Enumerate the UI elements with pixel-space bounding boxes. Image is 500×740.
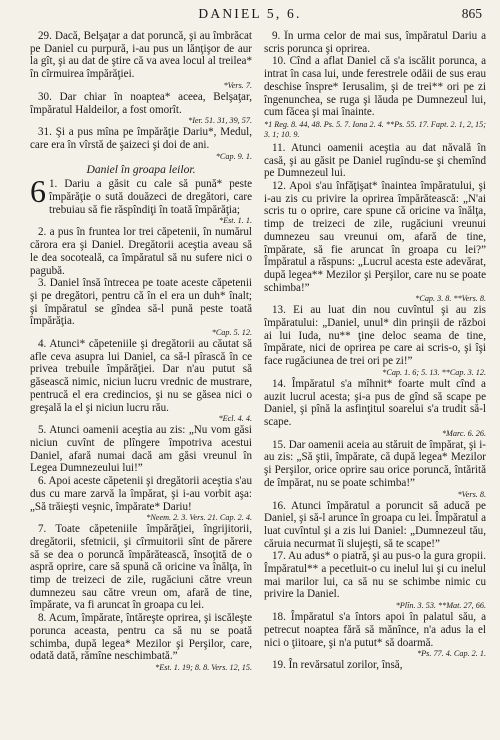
verse-6-14: 14. Împăratul s'a mîhnit* foarte mult cînd a auzit lucrul acesta; şi-a pus de gînd să scape pe Daniel, şi pînă la asfinţitul soarelui s'a trudit să-l scape. *Marc. 6. 26.	[264, 377, 486, 438]
verse-6-3: 3. Daniel însă întrecea pe toate aceste căpetenii şi pe dregători, pentru că în el era un duh* înalt; şi împăratul se gîndea să-l pună peste toată împărăţia. *Cap. 5. 12.	[30, 277, 252, 338]
verse-6-13: 13. Ei au luat din nou cuvîntul şi au zis împăratului: „Daniel, unul* din prinşii de război ai lui Iuda, nu** ţine deloc seama de tine, împărate, nici de oprirea pe care ai scris-o, şi îşi face rugăciunea de trei ori pe zi!” *Cap. 1. 6; 5. 13. **Cap. 3. 12.	[264, 304, 486, 377]
verse-6-8: 8. Acum, împărate, întăreşte oprirea, şi iscăleşte porunca aceasta, pentru ca să nu se poată schimba, după legea* Mezilor şi Perşilor, care, odată dată, rămîne neschimbată.” *Est. 1. 19; 8. 8. Vers. 12, 15.	[30, 612, 252, 672]
verse-31: 31. Şi a pus mîna pe împărăţie Dariu*, Medul, care era în vîrstă de şaizeci şi doi de ani. *Cap. 9. 1.	[30, 126, 252, 161]
cross-reference: *Plîn. 3. 53. **Mat. 27, 66.	[395, 601, 486, 611]
section-heading: Daniel în groapa leilor.	[86, 162, 196, 176]
cross-reference: *Ecl. 4. 4.	[218, 414, 252, 424]
verse-6-19: 19. În revărsatul zorilor, însă,	[272, 659, 403, 672]
cross-reference: *Ps. 77. 4. Cap. 2. 1.	[417, 649, 486, 659]
cross-reference: *Est. 1. 19; 8. 8. Vers. 12, 15.	[155, 662, 252, 672]
running-head: DANIEL 5, 6.	[198, 6, 302, 21]
verse-6-18: 18. Împăratul s'a întors apoi în palatul său, a petrecut noaptea fără să mănînce, n'a adus la el nici o ţiitoare, şi n'a putut* să doarmă. *Ps. 77. 4. Cap. 2. 1.	[264, 611, 486, 659]
cross-reference: *Marc. 6. 26.	[441, 428, 486, 438]
verse-30: 30. Dar chiar în noaptea* aceea, Belşaţar, împăratul Haldeilor, a fost omorît. *Ier. 51. 31, 39, 57.	[30, 90, 252, 126]
cross-reference: *1 Reg. 8. 44, 48. Ps. 5. 7. Iona 2. 4. **Ps. 55. 17. Fapt. 2. 1, 2, 15; 3. 1; 10. 9.	[264, 119, 486, 139]
cross-reference: *Neem. 2. 3. Vers. 21. Cap. 2. 4.	[146, 513, 252, 523]
verse-6-11: 11. Atunci oamenii aceştia au dat năvală în casă, şi au găsit pe Daniel rugîndu-se şi chemînd pe Dumnezeul lui.	[264, 141, 486, 180]
verse-6-15: 15. Dar oamenii aceia au stăruit de împărat, şi i-au zis: „Să ştii, împărate, că după legea* Mezilor şi Perşilor, orice oprire sau orice poruncă, întărită de împărat, nu se poate schimba!” *Vers. 8.	[264, 438, 486, 499]
verse-29: 29. Dacă, Belşaţar a dat poruncă, şi au îmbrăcat pe Daniel cu purpură, i-au pus un lănţişor de aur la gît, şi au dat de ştire că va avea locul al treilea* în cîrmuirea împărăţiei. *Vers. 7.	[30, 30, 252, 90]
cross-reference: *Vers. 8.	[457, 489, 486, 499]
cross-reference: *Cap. 9. 1.	[215, 151, 252, 161]
chapter-number: 6	[30, 173, 46, 210]
cross-reference: *Est. 1. 1.	[219, 216, 252, 226]
cross-reference: *Ier. 51. 31, 39, 57.	[188, 116, 252, 126]
verse-6-5: 5. Atunci oamenii aceştia au zis: „Nu vom găsi niciun cuvînt de plîngere împotriva acestui Daniel, afară numai dacă am găsi vreunul în Legea Dumnezeului lui!”	[30, 424, 252, 475]
verse-6-7: 7. Toate căpeteniile împărăţiei, îngrijitorii, dregătorii, sfetnicii, şi cîrmuitorii sînt de părere să se dea o poruncă împărătească, însoţită de o aspră oprire, care să spună că oricine va înălţa, în timp de treizeci de zile, rugăciuni către vreun dumnezeu sau către vreun om, afară de tine, împărate, va fi aruncat în groapa cu lei.	[30, 523, 252, 612]
verse-6-12: 12. Apoi s'au înfăţişat* înaintea împăratului, şi i-au zis cu privire la oprirea împărătească: „N'ai scris tu o oprire, care spune că oricine va înălţa, timp de treizeci de zile, rugăciuni vreunui dumnezeu sau vreunui om, afară de tine, împărate, să fie aruncat în groapa cu lei?” Împăratul a răspuns: „Lucrul acesta este adevărat, după legea** Mezilor şi Perşilor, care nu se poate schimba!” *Cap. 3. 8. **Vers. 8.	[264, 180, 486, 304]
cross-reference: *Cap. 1. 6; 5. 13. **Cap. 3. 12.	[382, 367, 486, 377]
verse-6-2: 2. a pus în fruntea lor trei căpetenii, în numărul cărora era şi Daniel. Dregătorii aceştia aveau să le dea socoteală, ca împăratul să nu sufere nici o pagubă.	[30, 226, 252, 277]
verse-6-9: 9. În urma celor de mai sus, împăratul Dariu a scris porunca şi oprirea.	[264, 30, 486, 55]
verse-6-10: 10. Cînd a aflat Daniel că s'a iscălit porunca, a intrat în casa lui, unde ferestrele odăii de sus erau deschise înspre* Ierusalim, şi de trei** ori pe zi îngenunchea, se ruga şi lăuda pe Dumnezeul lui, cum făcea şi mai înainte.	[264, 55, 486, 119]
verse-6-4: 4. Atunci* căpeteniile şi dregătorii au căutat să afle ceva asupra lui Daniel, ca să-l pîrască în ce privea trebuile împărăţiei. Dar n'au putut să găsească nimic, niciun lucru vrednic de mustrare, pentrucă el era credincios, şi nu se găsea nici o greşală la el şi niciun lucru rău. *Ecl. 4. 4.	[30, 338, 252, 424]
text-columns	[30, 30, 486, 734]
page-header	[0, 6, 500, 28]
verse-6-1: 6 1. Dariu a găsit cu cale să pună* peste împărăţie o sută douăzeci de dregători, care trebuiau să fie răspîndiţi în toată împărăţia; *Est. 1. 1.	[30, 173, 252, 226]
left-column	[30, 30, 252, 734]
page-number: 865	[461, 6, 482, 21]
verse-6-17: 17. Au adus* o piatră, şi au pus-o la gura gropii. Împăratul** a pecetluit-o cu inelul lui şi cu inelul mai marilor lui, ca să nu se schimbe nimic cu privire la Daniel. *Plîn. 3. 53. **Mat. 27, 66.	[264, 550, 486, 611]
cross-reference: *Cap. 5. 12.	[211, 328, 252, 338]
cross-reference: *Vers. 7.	[223, 80, 252, 90]
cross-reference: *Cap. 3. 8. **Vers. 8.	[415, 294, 486, 304]
right-column	[264, 30, 486, 734]
verse-6-16: 16. Atunci împăratul a poruncit să aducă pe Daniel, şi să-l arunce în groapa cu lei. Împăratul a luat cuvîntul şi a zis lui Daniel: „Dumnezeul tău, căruia necurmat îi slujeşti, să te scape!”	[264, 499, 486, 550]
verse-6-6: 6. Apoi aceste căpetenii şi dregătorii aceştia s'au dus cu mare zarvă la împărat, şi i-au vorbit aşa: „Să trăieşti veşnic, împărate* Dariu! *Neem. 2. 3. Vers. 21. Cap. 2. 4.	[30, 475, 252, 523]
